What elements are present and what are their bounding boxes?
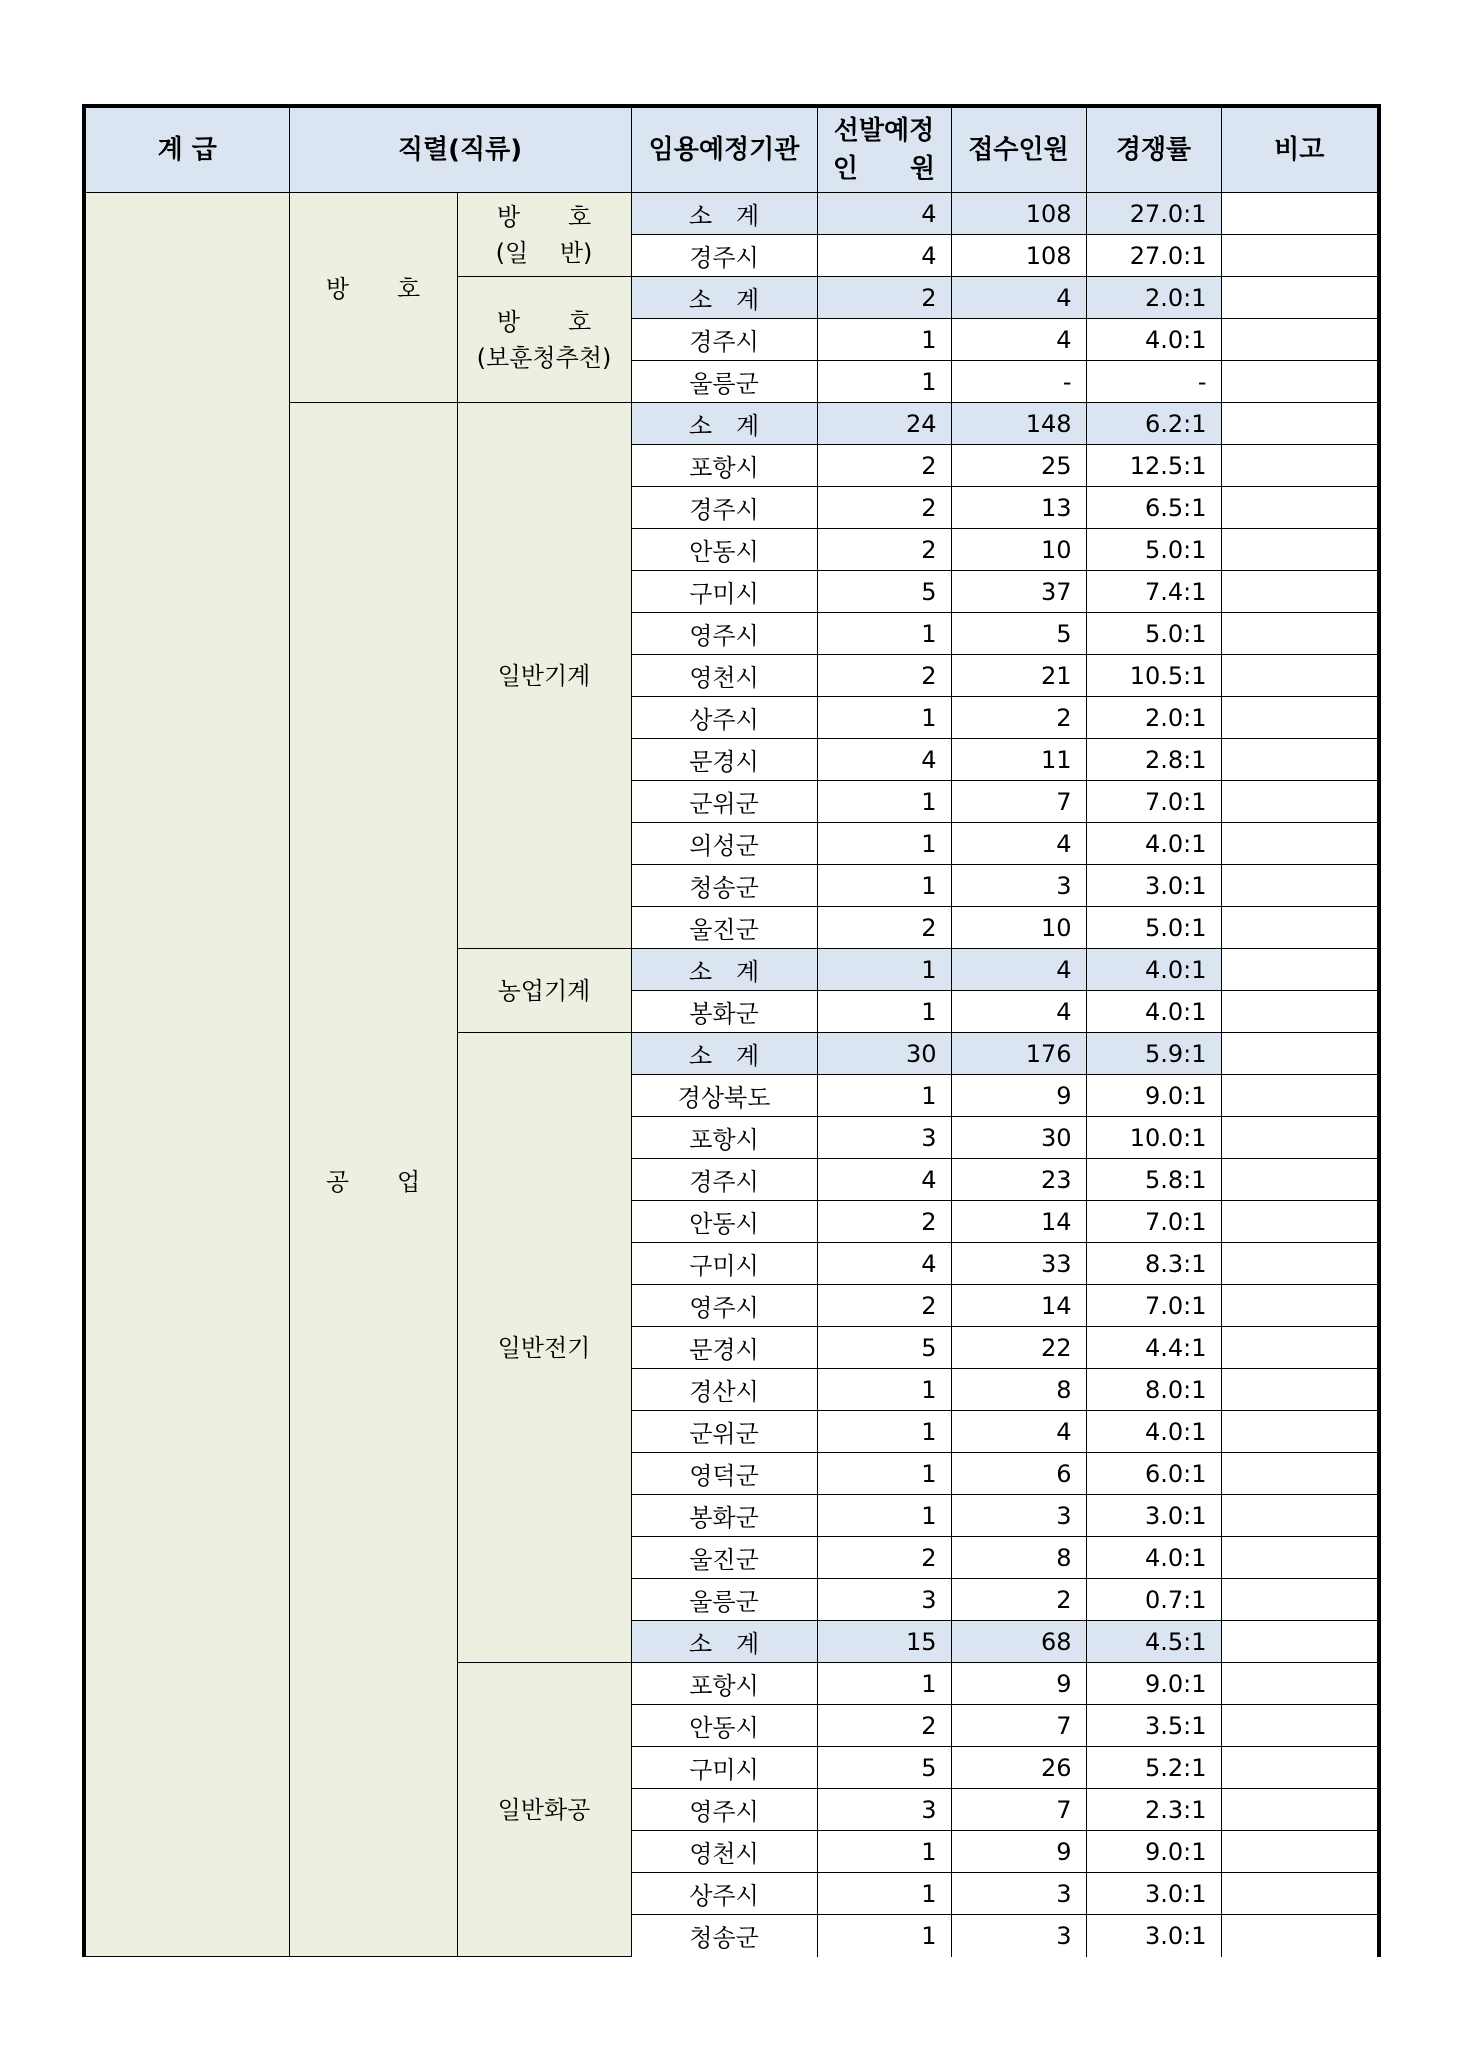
planned-cell: 1 [817,1453,951,1495]
planned-cell: 4 [817,739,951,781]
ratio-cell: 3.0:1 [1086,1495,1221,1537]
planned-cell: 1 [817,1411,951,1453]
org-cell: 경주시 [631,487,817,529]
applicants-cell: 9 [951,1075,1086,1117]
applicants-cell: 3 [951,1873,1086,1915]
planned-cell: 1 [817,1873,951,1915]
header-series: 직렬(직류) [289,106,631,193]
applicants-cell: 4 [951,319,1086,361]
note-cell [1221,235,1379,277]
note-cell [1221,193,1379,235]
grade-cell [84,193,289,1957]
org-cell: 상주시 [631,697,817,739]
org-cell: 봉화군 [631,1495,817,1537]
applicants-cell: 14 [951,1201,1086,1243]
applicants-cell: 22 [951,1327,1086,1369]
org-cell: 청송군 [631,865,817,907]
planned-cell: 2 [817,655,951,697]
note-cell [1221,1705,1379,1747]
applicants-cell: - [951,361,1086,403]
applicants-cell: 37 [951,571,1086,613]
kind-bangho-veteran-label: 방 호 [496,307,592,336]
applicants-cell: 13 [951,487,1086,529]
org-cell: 경주시 [631,1159,817,1201]
org-cell: 경주시 [631,319,817,361]
note-cell [1221,655,1379,697]
planned-cell: 3 [817,1789,951,1831]
note-cell [1221,361,1379,403]
applicants-cell: 3 [951,1495,1086,1537]
kind-general-chem [457,1663,631,1957]
subtotal-row [84,193,1379,235]
planned-cell: 3 [817,1117,951,1159]
org-cell: 소 계 [631,277,817,319]
ratio-cell: 10.5:1 [1086,655,1221,697]
note-cell [1221,1579,1379,1621]
org-cell: 문경시 [631,739,817,781]
note-cell [1221,1663,1379,1705]
planned-cell: 1 [817,1915,951,1957]
kind-general-electric [457,1033,631,1663]
org-cell: 소 계 [631,1621,817,1663]
planned-cell: 4 [817,1159,951,1201]
applicants-cell: 176 [951,1033,1086,1075]
series-bangho [289,193,457,403]
applicants-cell: 26 [951,1747,1086,1789]
note-cell [1221,1873,1379,1915]
note-cell [1221,1327,1379,1369]
applicants-cell: 21 [951,655,1086,697]
ratio-cell: 7.0:1 [1086,1201,1221,1243]
ratio-cell: 4.0:1 [1086,949,1221,991]
org-cell: 청송군 [631,1915,817,1957]
applicants-cell: 4 [951,991,1086,1033]
applicants-cell: 68 [951,1621,1086,1663]
ratio-cell: 4.0:1 [1086,823,1221,865]
ratio-cell: 9.0:1 [1086,1831,1221,1873]
org-cell: 영천시 [631,655,817,697]
note-cell [1221,613,1379,655]
org-cell: 안동시 [631,1705,817,1747]
org-cell: 소 계 [631,403,817,445]
org-cell: 경산시 [631,1369,817,1411]
applicants-cell: 6 [951,1453,1086,1495]
ratio-cell: 2.3:1 [1086,1789,1221,1831]
kind-bangho-veteran [457,277,631,403]
ratio-cell: 3.0:1 [1086,865,1221,907]
planned-cell: 2 [817,1705,951,1747]
header-note: 비고 [1221,106,1379,193]
header-applicants: 접수인원 [951,106,1086,193]
note-cell [1221,1243,1379,1285]
planned-cell: 2 [817,277,951,319]
planned-cell: 30 [817,1033,951,1075]
org-cell: 경주시 [631,235,817,277]
ratio-cell: 5.8:1 [1086,1159,1221,1201]
applicants-cell: 7 [951,1789,1086,1831]
header-org: 임용예정기관 [631,106,817,193]
org-cell: 영천시 [631,1831,817,1873]
header-ratio: 경쟁률 [1086,106,1221,193]
org-cell: 포항시 [631,1663,817,1705]
applicants-cell: 2 [951,1579,1086,1621]
ratio-cell: 5.0:1 [1086,529,1221,571]
header-planned-line2: 인 원 [832,154,936,184]
org-cell: 안동시 [631,529,817,571]
org-cell: 영주시 [631,613,817,655]
applicants-cell: 7 [951,1705,1086,1747]
applicants-cell: 30 [951,1117,1086,1159]
note-cell [1221,319,1379,361]
note-cell [1221,1033,1379,1075]
ratio-cell: 6.2:1 [1086,403,1221,445]
ratio-cell: 5.9:1 [1086,1033,1221,1075]
org-cell: 봉화군 [631,991,817,1033]
ratio-cell: 27.0:1 [1086,193,1221,235]
ratio-cell: 7.0:1 [1086,1285,1221,1327]
kind-bangho-general-label: 방 호 [496,202,592,231]
org-cell: 의성군 [631,823,817,865]
org-cell: 구미시 [631,1243,817,1285]
org-cell: 구미시 [631,1747,817,1789]
ratio-cell: 2.0:1 [1086,697,1221,739]
org-cell: 소 계 [631,193,817,235]
kind-general-chem-label: 일반화공 [497,1795,591,1824]
ratio-cell: 4.0:1 [1086,1537,1221,1579]
note-cell [1221,697,1379,739]
planned-cell: 1 [817,1831,951,1873]
note-cell [1221,1411,1379,1453]
header-grade: 계 급 [84,106,289,193]
ratio-cell: 2.0:1 [1086,277,1221,319]
note-cell [1221,1621,1379,1663]
note-cell [1221,823,1379,865]
applicants-cell: 148 [951,403,1086,445]
org-cell: 포항시 [631,445,817,487]
planned-cell: 5 [817,1327,951,1369]
org-cell: 영주시 [631,1285,817,1327]
org-cell: 안동시 [631,1201,817,1243]
ratio-cell: 7.4:1 [1086,571,1221,613]
applicants-cell: 11 [951,739,1086,781]
org-cell: 울릉군 [631,361,817,403]
kind-agri-machine [457,949,631,1033]
planned-cell: 2 [817,1537,951,1579]
note-cell [1221,865,1379,907]
org-cell: 울진군 [631,1537,817,1579]
org-cell: 경상북도 [631,1075,817,1117]
note-cell [1221,1537,1379,1579]
note-cell [1221,1831,1379,1873]
note-cell [1221,1285,1379,1327]
ratio-cell: 3.5:1 [1086,1705,1221,1747]
applicants-cell: 10 [951,907,1086,949]
applicants-cell: 9 [951,1831,1086,1873]
planned-cell: 2 [817,907,951,949]
planned-cell: 1 [817,1369,951,1411]
planned-cell: 1 [817,613,951,655]
ratio-cell: 4.0:1 [1086,991,1221,1033]
planned-cell: 4 [817,1243,951,1285]
note-cell [1221,1747,1379,1789]
planned-cell: 4 [817,235,951,277]
note-cell [1221,1159,1379,1201]
ratio-cell: 2.8:1 [1086,739,1221,781]
planned-cell: 1 [817,823,951,865]
series-bangho-label: 방 호 [325,275,421,303]
kind-general-machine-label: 일반기계 [497,661,591,690]
planned-cell: 5 [817,571,951,613]
applicants-cell: 25 [951,445,1086,487]
org-cell: 영덕군 [631,1453,817,1495]
org-cell: 포항시 [631,1117,817,1159]
recruitment-table [82,104,1381,1957]
org-cell: 군위군 [631,1411,817,1453]
applicants-cell: 4 [951,823,1086,865]
applicants-cell: 4 [951,277,1086,319]
header-planned [817,106,951,193]
note-cell [1221,445,1379,487]
kind-bangho-veteran-label: (보훈청추천) [476,343,612,372]
kind-agri-machine-label: 농업기계 [497,976,591,1005]
note-cell [1221,1789,1379,1831]
ratio-cell: 8.0:1 [1086,1369,1221,1411]
ratio-cell: - [1086,361,1221,403]
org-cell: 구미시 [631,571,817,613]
planned-cell: 5 [817,1747,951,1789]
ratio-cell: 5.0:1 [1086,613,1221,655]
org-cell: 소 계 [631,949,817,991]
note-cell [1221,949,1379,991]
ratio-cell: 9.0:1 [1086,1663,1221,1705]
applicants-cell: 4 [951,949,1086,991]
note-cell [1221,403,1379,445]
applicants-cell: 9 [951,1663,1086,1705]
note-cell [1221,277,1379,319]
applicants-cell: 4 [951,1411,1086,1453]
kind-bangho-general [457,193,631,277]
org-cell: 울릉군 [631,1579,817,1621]
applicants-cell: 3 [951,865,1086,907]
planned-cell: 2 [817,529,951,571]
planned-cell: 1 [817,1495,951,1537]
planned-cell: 1 [817,319,951,361]
applicants-cell: 10 [951,529,1086,571]
ratio-cell: 4.5:1 [1086,1621,1221,1663]
ratio-cell: 7.0:1 [1086,781,1221,823]
ratio-cell: 6.0:1 [1086,1453,1221,1495]
ratio-cell: 4.4:1 [1086,1327,1221,1369]
note-cell [1221,1453,1379,1495]
series-gongeop-label: 공 업 [325,1168,421,1196]
planned-cell: 2 [817,487,951,529]
ratio-cell: 4.0:1 [1086,1411,1221,1453]
org-cell: 군위군 [631,781,817,823]
ratio-cell: 8.3:1 [1086,1243,1221,1285]
ratio-cell: 12.5:1 [1086,445,1221,487]
planned-cell: 24 [817,403,951,445]
note-cell [1221,529,1379,571]
org-cell: 상주시 [631,1873,817,1915]
ratio-cell: 3.0:1 [1086,1915,1221,1957]
ratio-cell: 4.0:1 [1086,319,1221,361]
note-cell [1221,571,1379,613]
series-gongeop [289,403,457,1957]
note-cell [1221,1369,1379,1411]
kind-bangho-general-label: (일 반) [495,238,593,267]
note-cell [1221,487,1379,529]
planned-cell: 3 [817,1579,951,1621]
applicants-cell: 23 [951,1159,1086,1201]
planned-cell: 1 [817,991,951,1033]
org-cell: 울진군 [631,907,817,949]
kind-general-machine [457,403,631,949]
applicants-cell: 8 [951,1537,1086,1579]
applicants-cell: 3 [951,1915,1086,1957]
applicants-cell: 14 [951,1285,1086,1327]
header-planned-line1: 선발예정 [833,116,935,146]
kind-general-electric-label: 일반전기 [497,1333,591,1362]
planned-cell: 2 [817,1201,951,1243]
note-cell [1221,1117,1379,1159]
note-cell [1221,1075,1379,1117]
org-cell: 문경시 [631,1327,817,1369]
note-cell [1221,1201,1379,1243]
note-cell [1221,739,1379,781]
note-cell [1221,991,1379,1033]
note-cell [1221,907,1379,949]
ratio-cell: 5.0:1 [1086,907,1221,949]
header-row [84,106,1379,193]
planned-cell: 4 [817,193,951,235]
applicants-cell: 2 [951,697,1086,739]
ratio-cell: 5.2:1 [1086,1747,1221,1789]
planned-cell: 1 [817,361,951,403]
note-cell [1221,1495,1379,1537]
org-cell: 소 계 [631,1033,817,1075]
planned-cell: 1 [817,781,951,823]
ratio-cell: 6.5:1 [1086,487,1221,529]
planned-cell: 1 [817,697,951,739]
applicants-cell: 8 [951,1369,1086,1411]
note-cell [1221,1915,1379,1957]
org-cell: 영주시 [631,1789,817,1831]
planned-cell: 2 [817,1285,951,1327]
note-cell [1221,781,1379,823]
planned-cell: 15 [817,1621,951,1663]
ratio-cell: 3.0:1 [1086,1873,1221,1915]
applicants-cell: 108 [951,193,1086,235]
table-body [84,193,1379,1957]
applicants-cell: 33 [951,1243,1086,1285]
applicants-cell: 7 [951,781,1086,823]
ratio-cell: 10.0:1 [1086,1117,1221,1159]
planned-cell: 1 [817,1075,951,1117]
applicants-cell: 5 [951,613,1086,655]
planned-cell: 1 [817,865,951,907]
ratio-cell: 9.0:1 [1086,1075,1221,1117]
planned-cell: 2 [817,445,951,487]
ratio-cell: 0.7:1 [1086,1579,1221,1621]
planned-cell: 1 [817,1663,951,1705]
planned-cell: 1 [817,949,951,991]
ratio-cell: 27.0:1 [1086,235,1221,277]
applicants-cell: 108 [951,235,1086,277]
